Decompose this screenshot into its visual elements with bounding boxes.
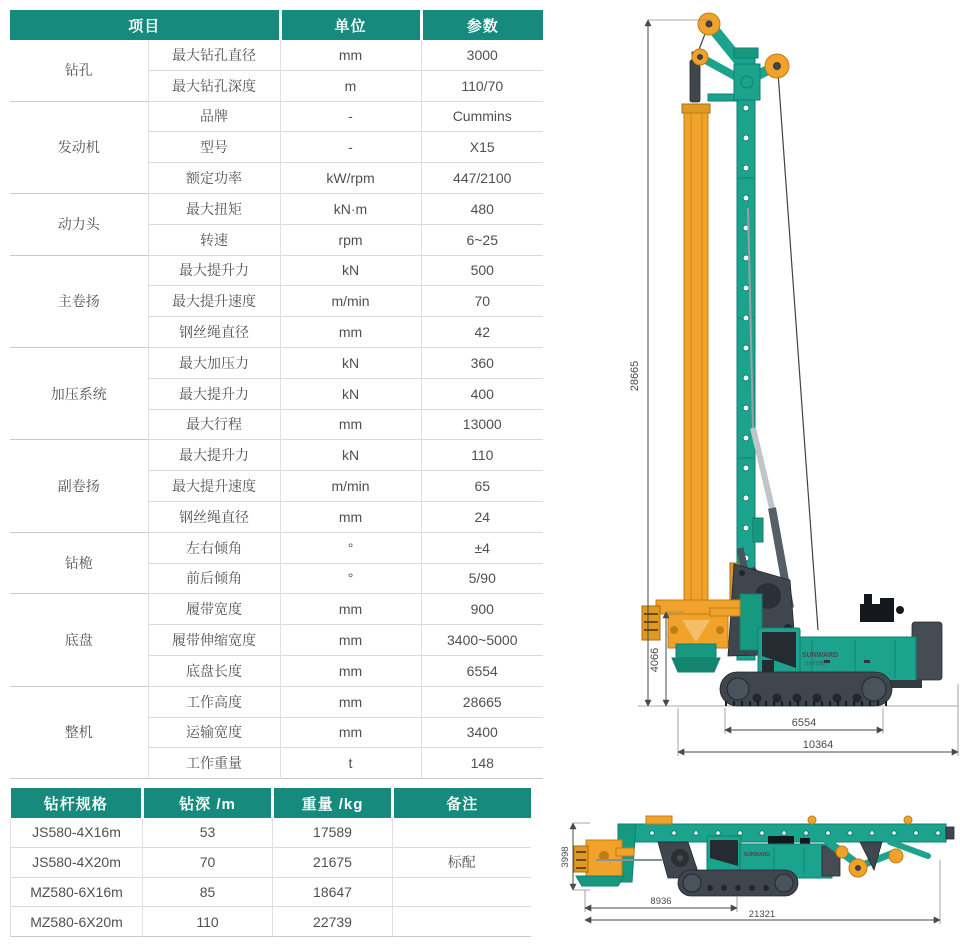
spec-category-cell: 钻孔: [64, 62, 93, 79]
spec-value-cell: Cummins: [421, 101, 543, 132]
rod-header-depth: 钻深 /m: [143, 788, 273, 818]
spec-item-cell: 最大钻孔深度: [148, 70, 280, 101]
spec-row: [10, 101, 543, 132]
rod-depth-cell: 85: [143, 877, 273, 907]
svg-text:6554: 6554: [791, 717, 817, 729]
rod-table-body: [11, 818, 531, 937]
spec-unit-cell: mm: [280, 317, 421, 348]
rod-row: [11, 907, 531, 937]
spec-item-cell: 钢丝绳直径: [148, 317, 280, 348]
spec-value-cell: 447/2100: [421, 163, 543, 194]
spec-category-cell: 发动机: [10, 101, 148, 193]
spec-value-cell: 24: [421, 501, 543, 532]
rod-header-model: 钻杆规格: [11, 788, 143, 818]
spec-header-unit: 单位: [280, 10, 421, 40]
spec-category-cell: 加压系统: [10, 347, 148, 439]
spec-category-cell: 动力头: [10, 193, 148, 255]
spec-value-cell: 6~25: [421, 224, 543, 255]
spec-value-cell: 6554: [421, 655, 543, 686]
rod-row: [11, 818, 531, 847]
spec-row: [10, 594, 543, 625]
spec-table-header-row: [10, 10, 543, 40]
spec-item-cell: 最大行程: [148, 409, 280, 440]
spec-item-cell: 最大提升力: [148, 378, 280, 409]
spec-row: [10, 532, 543, 563]
spec-row: [10, 440, 543, 471]
rod-header-note: 备注: [393, 788, 531, 818]
transport-tracks: [678, 870, 798, 896]
transport-power-head: [574, 824, 636, 886]
spec-value-cell: ±4: [421, 532, 543, 563]
svg-text:10364: 10364: [802, 739, 834, 751]
spec-category-cell: 副卷扬: [10, 440, 148, 532]
spec-item-cell: 运输宽度: [148, 717, 280, 748]
crowd-system: [642, 594, 762, 650]
spec-unit-cell: mm: [280, 594, 421, 625]
rod-weight-cell: 21675: [273, 847, 393, 877]
rod-weight-cell: 22739: [273, 907, 393, 937]
spec-category-cell: 整机: [10, 686, 148, 778]
spec-item-cell: 额定功率: [148, 163, 280, 194]
spec-item-cell: 最大加压力: [148, 347, 280, 378]
spec-category-cell: 主卷扬: [10, 255, 148, 347]
spec-category-cell: 底盘: [10, 594, 148, 686]
spec-value-cell: 148: [421, 748, 543, 779]
rod-depth-cell: 70: [143, 847, 273, 877]
spec-value-cell: 5/90: [421, 563, 543, 594]
spec-item-cell: 最大提升力: [148, 255, 280, 286]
spec-unit-cell: t: [280, 748, 421, 779]
rod-weight-cell: 17589: [273, 818, 393, 847]
svg-text:3998: 3998: [560, 846, 571, 868]
rod-model-cell: JS580-4X20m: [11, 847, 143, 877]
spec-item-cell: 最大提升速度: [148, 471, 280, 502]
rod-row: [11, 877, 531, 907]
spec-unit-cell: mm: [280, 717, 421, 748]
spec-category-cell: 钻桅: [10, 532, 148, 594]
spec-value-cell: 110/70: [421, 70, 543, 101]
spec-table: [10, 10, 543, 779]
rod-model-cell: MZ580-6X16m: [11, 877, 143, 907]
spec-row: [10, 686, 543, 717]
spec-value-cell: 28665: [421, 686, 543, 717]
spec-value-cell: 70: [421, 286, 543, 317]
rod-table-header-row: [11, 788, 531, 818]
spec-unit-cell: mm: [280, 625, 421, 656]
spec-value-cell: 3400~5000: [421, 625, 543, 656]
pulley-head: [692, 13, 789, 100]
spec-value-cell: X15: [421, 132, 543, 163]
rod-note-cell: [393, 818, 531, 847]
spec-item-cell: 最大提升力: [148, 440, 280, 471]
spec-unit-cell: mm: [280, 686, 421, 717]
spec-value-cell: 400: [421, 378, 543, 409]
spec-unit-cell: m: [280, 70, 421, 101]
spec-unit-cell: m/min: [280, 286, 421, 317]
svg-text:28665: 28665: [629, 360, 641, 392]
spec-unit-cell: kN: [280, 440, 421, 471]
spec-unit-cell: mm: [280, 409, 421, 440]
spec-value-cell: 3400: [421, 717, 543, 748]
spec-value-cell: 110: [421, 440, 543, 471]
spec-item-cell: 左右倾角: [148, 532, 280, 563]
spec-item-cell: 履带伸缩宽度: [148, 625, 280, 656]
spec-unit-cell: -: [280, 132, 421, 163]
spec-row: [10, 40, 543, 70]
spec-item-cell: 工作重量: [148, 748, 280, 779]
spec-unit-cell: kN: [280, 378, 421, 409]
spec-value-cell: 500: [421, 255, 543, 286]
logo-text: SUNWARD: [744, 852, 770, 858]
spec-unit-cell: kN: [280, 347, 421, 378]
rod-note-cell: [393, 907, 531, 937]
spec-item-cell: 型号: [148, 132, 280, 163]
spec-item-cell: 钢丝绳直径: [148, 501, 280, 532]
spec-unit-cell: °: [280, 563, 421, 594]
spec-item-cell: 底盘长度: [148, 655, 280, 686]
svg-text:8936: 8936: [650, 896, 672, 907]
spec-item-cell: 转速: [148, 224, 280, 255]
spec-row: [10, 347, 543, 378]
drill-rod-table: [10, 788, 531, 937]
spec-table-body: [10, 40, 543, 779]
rod-depth-cell: 53: [143, 818, 273, 847]
spec-item-cell: 品牌: [148, 101, 280, 132]
rod-weight-cell: 18647: [273, 877, 393, 907]
rig-transport-drawing: [560, 790, 960, 952]
rod-note-cell: 标配: [393, 847, 531, 877]
spec-header-value: 参数: [421, 10, 543, 40]
logo-subtext: 山河智能: [805, 661, 826, 667]
spec-unit-cell: mm: [280, 40, 421, 70]
spec-unit-cell: kN: [280, 255, 421, 286]
spec-item-cell: 最大提升速度: [148, 286, 280, 317]
spec-row: [10, 255, 543, 286]
spec-item-cell: 履带宽度: [148, 594, 280, 625]
spec-item-cell: 前后倾角: [148, 563, 280, 594]
rod-row: [11, 847, 531, 877]
svg-text:21321: 21321: [748, 909, 776, 920]
spec-row: [10, 193, 543, 224]
rod-model-cell: MZ580-6X20m: [11, 907, 143, 937]
crawler-tracks: [720, 672, 892, 706]
spec-unit-cell: rpm: [280, 224, 421, 255]
spec-item-cell: 最大扭矩: [148, 193, 280, 224]
spec-value-cell: 360: [421, 347, 543, 378]
kelly-bar: [682, 52, 710, 644]
spec-value-cell: 3000: [421, 40, 543, 70]
rod-depth-cell: 110: [143, 907, 273, 937]
spec-unit-cell: kN·m: [280, 193, 421, 224]
spec-unit-cell: kW/rpm: [280, 163, 421, 194]
spec-value-cell: 13000: [421, 409, 543, 440]
spec-item-cell: 工作高度: [148, 686, 280, 717]
rod-note-cell: [393, 877, 531, 907]
spec-unit-cell: m/min: [280, 471, 421, 502]
spec-value-cell: 65: [421, 471, 543, 502]
casing-guide: [672, 644, 720, 672]
spec-value-cell: 480: [421, 193, 543, 224]
rod-header-weight: 重量 /kg: [273, 788, 393, 818]
spec-unit-cell: °: [280, 532, 421, 563]
rod-model-cell: JS580-4X16m: [11, 818, 143, 847]
spec-item-cell: 最大钻孔直径: [148, 40, 280, 70]
spec-unit-cell: mm: [280, 655, 421, 686]
spec-value-cell: 900: [421, 594, 543, 625]
svg-text:4066: 4066: [649, 647, 661, 673]
rig-working-drawing: [612, 8, 960, 768]
dimension-track-length: [725, 708, 883, 734]
spec-header-item: 项目: [10, 10, 280, 40]
logo-text: SUNWARD: [802, 652, 839, 659]
spec-value-cell: 42: [421, 317, 543, 348]
spec-unit-cell: mm: [280, 501, 421, 532]
spec-unit-cell: -: [280, 101, 421, 132]
